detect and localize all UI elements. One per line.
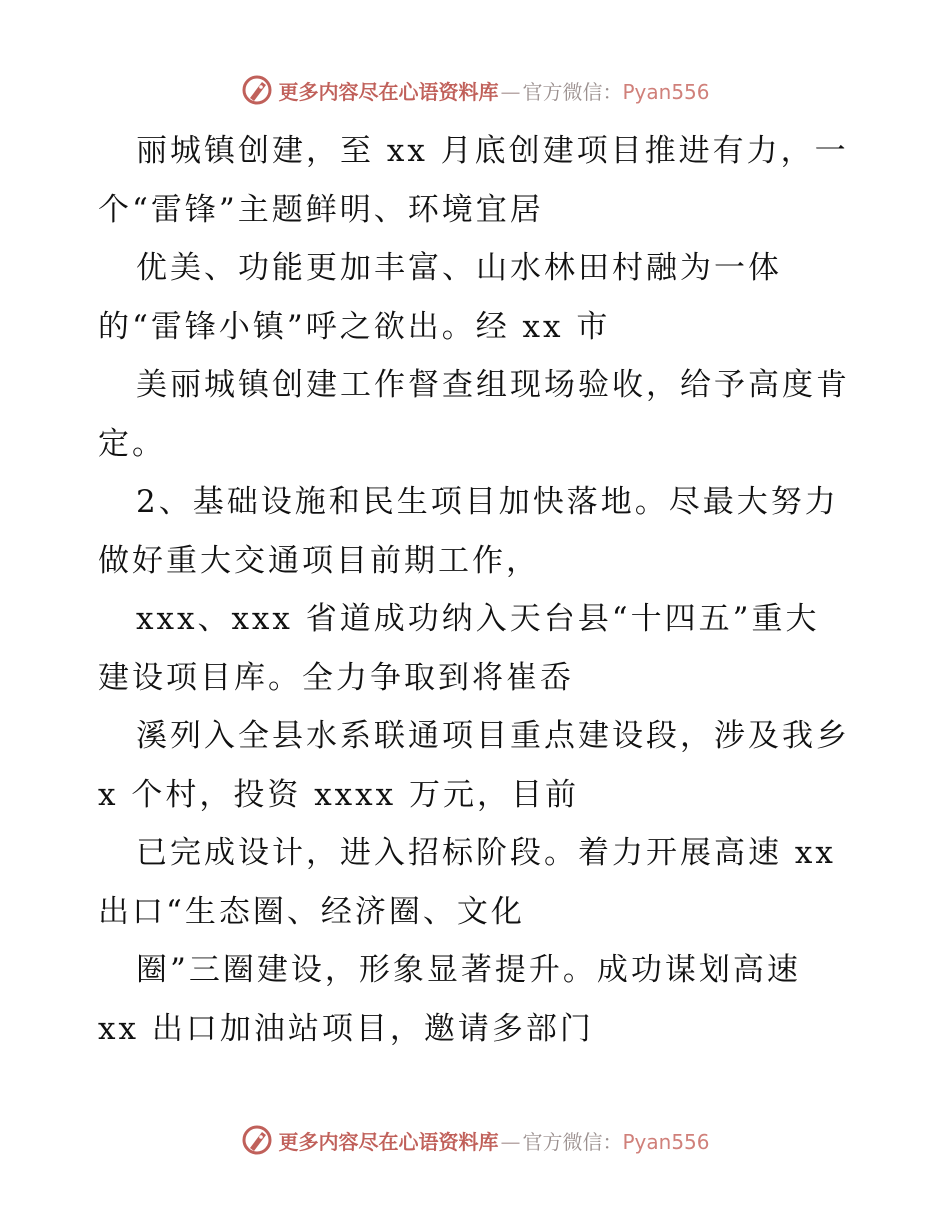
body-line-9: xxx、xxx 省道成功纳入天台县“十四五”重大 xyxy=(136,601,820,637)
body-line-16: xx 出口加油站项目，邀请多部门 xyxy=(98,1010,594,1047)
body-line-14: 出口“生态圈、经济圈、文化 xyxy=(98,893,525,930)
banner-main-text: 更多内容尽在心语资料库 xyxy=(278,1129,499,1154)
body-line-6: 定。 xyxy=(98,425,166,462)
pen-nib-circle-icon xyxy=(240,1123,274,1157)
body-line-3: 优美、功能更加丰富、山水林田村融为一体 xyxy=(136,250,782,286)
body-line-12: x 个村，投资 xxxx 万元，目前 xyxy=(98,776,579,813)
banner-main-text: 更多内容尽在心语资料库 xyxy=(278,79,499,104)
footer-watermark-banner xyxy=(0,1120,950,1160)
header-watermark-banner xyxy=(0,70,950,110)
body-line-4: 的“雷锋小镇”呼之欲出。经 xx 市 xyxy=(98,308,611,345)
pen-nib-circle-icon xyxy=(240,73,274,107)
body-line-11: 溪列入全县水系联通项目重点建设段，涉及我乡 xyxy=(136,718,850,754)
banner-wechat-id: Pyan556 xyxy=(622,1129,710,1154)
body-line-7: 2、基础设施和民生项目加快落地。尽最大努力 xyxy=(136,484,839,520)
body-line-8: 做好重大交通项目前期工作， xyxy=(98,542,540,579)
banner-wechat-label: 官方微信： xyxy=(522,79,623,104)
banner-separator: — xyxy=(500,1129,521,1154)
body-line-1: 丽城镇创建，至 xx 月底创建项目推进有力，一 xyxy=(136,133,849,169)
document-body xyxy=(98,122,858,1058)
banner-separator: — xyxy=(500,79,521,104)
body-line-15: 圈”三圈建设，形象显著提升。成功谋划高速 xyxy=(136,952,801,988)
banner-wechat-label: 官方微信： xyxy=(522,1129,623,1154)
banner-wechat-id: Pyan556 xyxy=(622,79,710,104)
body-line-5: 美丽城镇创建工作督查组现场验收，给予高度肯 xyxy=(136,367,850,403)
body-line-2: 个“雷锋”主题鲜明、环境宜居 xyxy=(98,191,544,228)
body-line-10: 建设项目库。全力争取到将崔岙 xyxy=(98,659,574,696)
body-line-13: 已完成设计，进入招标阶段。着力开展高速 xx xyxy=(136,835,836,871)
